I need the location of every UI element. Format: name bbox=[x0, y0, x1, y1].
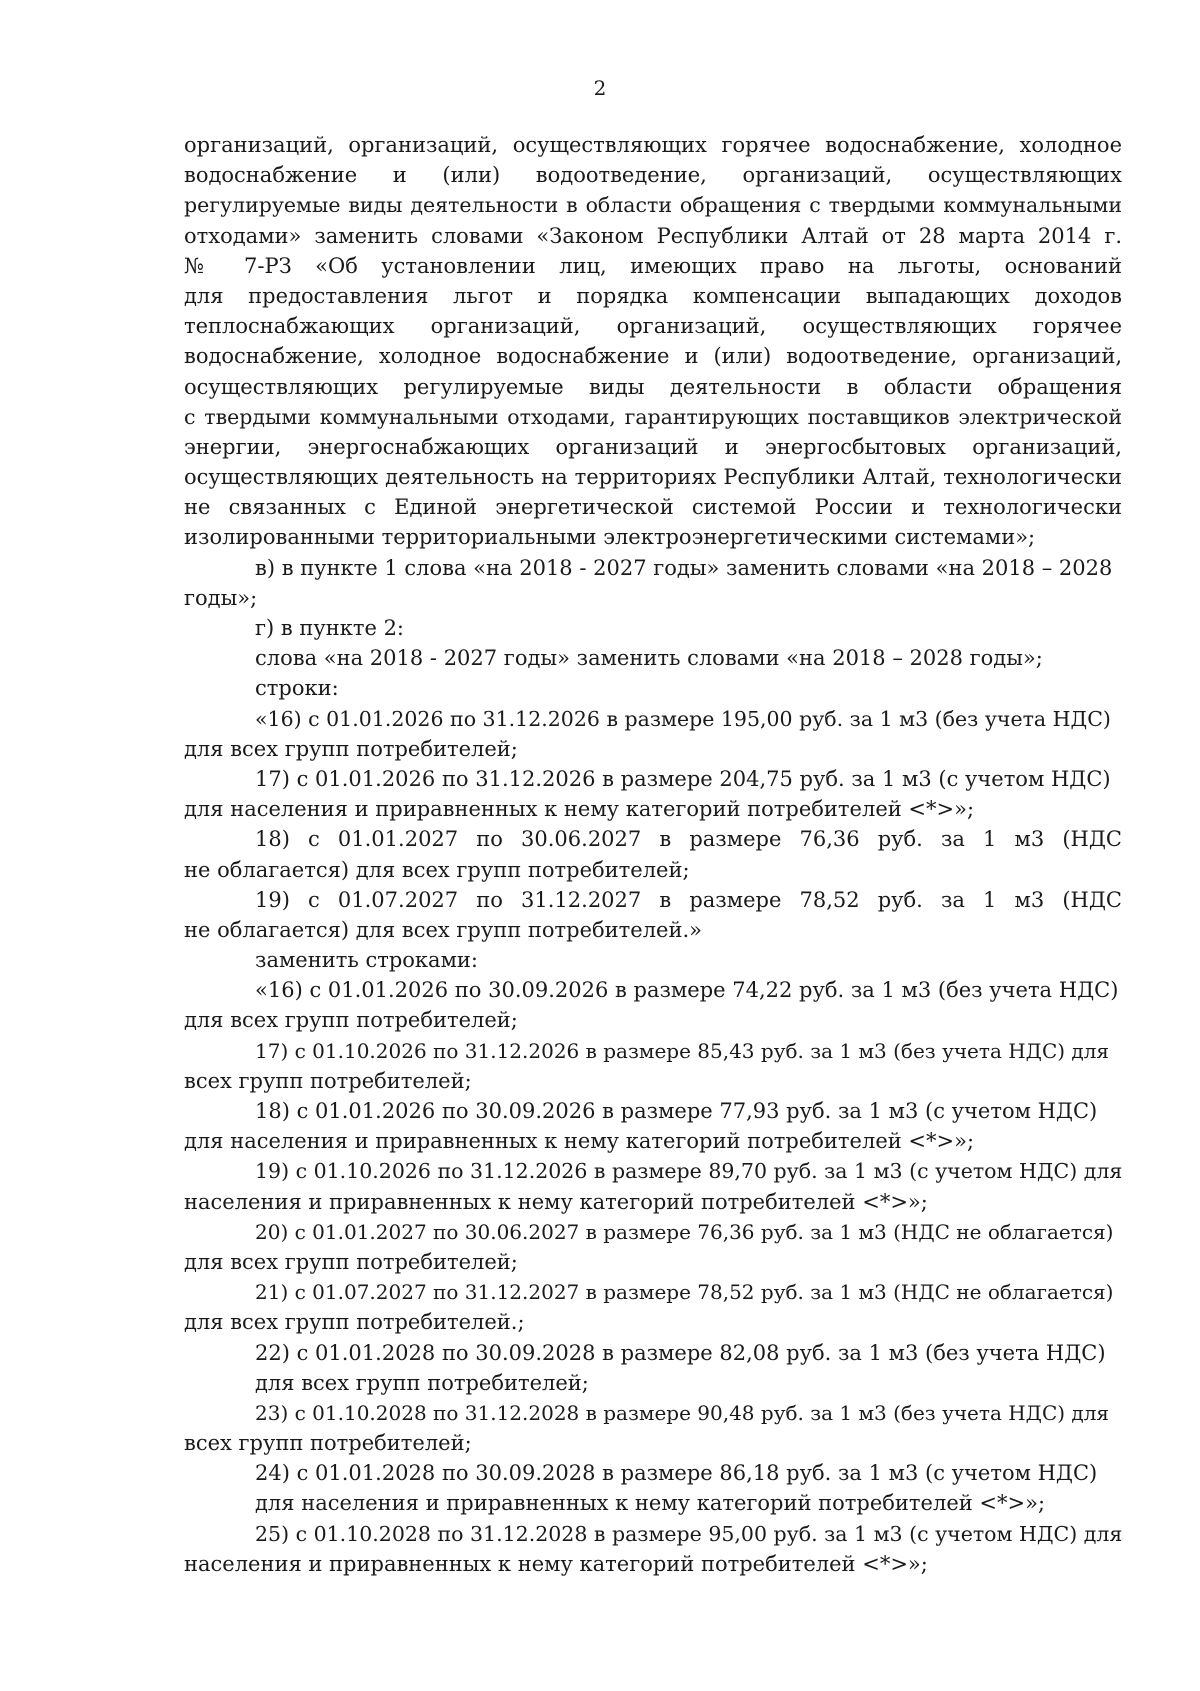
text-line: осуществляющих регулируемые виды деятельности в области обращения bbox=[184, 374, 1122, 399]
text-line: населения и приравненных к нему категорий потребителей <*>»; bbox=[184, 1189, 928, 1214]
text-line: для всех групп потребителей; bbox=[184, 736, 518, 761]
text-line: для всех групп потребителей.; bbox=[184, 1310, 525, 1335]
text-line: энергии, энергоснабжающих организаций и энергосбытовых организаций, bbox=[184, 434, 1122, 459]
text-line: для населения и приравненных к нему категорий потребителей <*>»; bbox=[255, 1491, 1046, 1516]
text-line: для всех групп потребителей; bbox=[184, 1249, 518, 1274]
text-line: 18) с 01.01.2027 по 30.06.2027 в размере 76,36 руб. за 1 м3 (НДС bbox=[255, 827, 1122, 852]
text-line: всех групп потребителей; bbox=[184, 1068, 472, 1093]
text-line: для всех групп потребителей; bbox=[255, 1370, 589, 1395]
text-line: 20) с 01.01.2027 по 30.06.2027 в размере 76,36 руб. за 1 м3 (НДС не облагается) bbox=[255, 1219, 1114, 1244]
text-line: г) в пункте 2: bbox=[255, 616, 404, 640]
text-line: теплоснабжающих организаций, организаций, осуществляющих горячее bbox=[184, 314, 1122, 339]
text-line: годы»; bbox=[184, 585, 258, 610]
text-line: 17) с 01.01.2026 по 31.12.2026 в размере 204,75 руб. за 1 м3 (с учетом НДС) bbox=[255, 766, 1111, 791]
text-line: для населения и приравненных к нему категорий потребителей <*>»; bbox=[184, 1129, 975, 1154]
body-text bbox=[184, 130, 1122, 1579]
text-line: 23) с 01.10.2028 по 31.12.2028 в размере 90,48 руб. за 1 м3 (без учета НДС) для bbox=[255, 1400, 1110, 1425]
text-line: 24) с 01.01.2028 по 30.09.2028 в размере 86,18 руб. за 1 м3 (с учетом НДС) bbox=[255, 1461, 1098, 1486]
text-line: регулируемые виды деятельности в области обращения с твердыми коммунальными bbox=[184, 193, 1122, 218]
text-line: 17) с 01.10.2026 по 31.12.2026 в размере 85,43 руб. за 1 м3 (без учета НДС) для bbox=[255, 1038, 1110, 1063]
text-line: слова «на 2018 - 2027 годы» заменить словами «на 2018 – 2028 годы»; bbox=[255, 646, 1043, 671]
text-line: 22) с 01.01.2028 по 30.09.2028 в размере 82,08 руб. за 1 м3 (без учета НДС) bbox=[255, 1340, 1106, 1365]
text-line: 25) с 01.10.2028 по 31.12.2028 в размере 95,00 руб. за 1 м3 (с учетом НДС) для bbox=[255, 1521, 1123, 1546]
page-number: 2 bbox=[593, 76, 607, 100]
text-line: для предоставления льгот и порядка компенсации выпадающих доходов bbox=[184, 283, 1122, 308]
text-line: не связанных с Единой энергетической системой России и технологически bbox=[184, 495, 1122, 520]
text-line: для всех групп потребителей; bbox=[184, 1008, 518, 1033]
text-line: «16) с 01.01.2026 по 30.09.2026 в размере 74,22 руб. за 1 м3 (без учета НДС) bbox=[255, 978, 1119, 1003]
text-line: организаций, организаций, осуществляющих горячее водоснабжение, холодное bbox=[184, 133, 1122, 157]
text-line: не облагается) для всех групп потребителей; bbox=[184, 857, 690, 882]
text-line: строки: bbox=[255, 676, 339, 701]
text-line: осуществляющих деятельность на территориях Республики Алтай, технологически bbox=[184, 465, 1122, 490]
text-line: 19) с 01.10.2026 по 31.12.2026 в размере 89,70 руб. за 1 м3 (с учетом НДС) для bbox=[255, 1159, 1123, 1184]
text-line: водоснабжение и (или) водоотведение, организаций, осуществляющих bbox=[184, 163, 1122, 188]
text-line: для населения и приравненных к нему категорий потребителей <*>»; bbox=[184, 797, 975, 822]
text-line: водоснабжение, холодное водоснабжение и (или) водоотведение, организаций, bbox=[184, 344, 1122, 369]
text-line: отходами» заменить словами «Законом Республики Алтай от 28 марта 2014 г. bbox=[184, 223, 1122, 248]
text-line: не облагается) для всех групп потребителей.» bbox=[184, 917, 702, 942]
text-line: «16) с 01.01.2026 по 31.12.2026 в размере 195,00 руб. за 1 м3 (без учета НДС) bbox=[255, 706, 1111, 731]
text-line: № 7-РЗ «Об установлении лиц, имеющих право на льготы, оснований bbox=[184, 253, 1122, 278]
text-line: с твердыми коммунальными отходами, гарантирующих поставщиков электрической bbox=[184, 404, 1122, 429]
text-line: заменить строками: bbox=[255, 948, 478, 973]
text-line: 21) с 01.07.2027 по 31.12.2027 в размере 78,52 руб. за 1 м3 (НДС не облагается) bbox=[255, 1280, 1114, 1305]
text-line: 19) с 01.07.2027 по 31.12.2027 в размере 78,52 руб. за 1 м3 (НДС bbox=[255, 887, 1122, 912]
text-line: всех групп потребителей; bbox=[184, 1431, 472, 1456]
text-line: изолированными территориальными электроэнергетическими системами»; bbox=[184, 525, 1036, 550]
text-line: в) в пункте 1 слова «на 2018 - 2027 годы» заменить словами «на 2018 – 2028 bbox=[255, 555, 1113, 580]
text-line: населения и приравненных к нему категорий потребителей <*>»; bbox=[184, 1551, 928, 1576]
text-line: 18) с 01.01.2026 по 30.09.2026 в размере 77,93 руб. за 1 м3 (с учетом НДС) bbox=[255, 1099, 1098, 1123]
